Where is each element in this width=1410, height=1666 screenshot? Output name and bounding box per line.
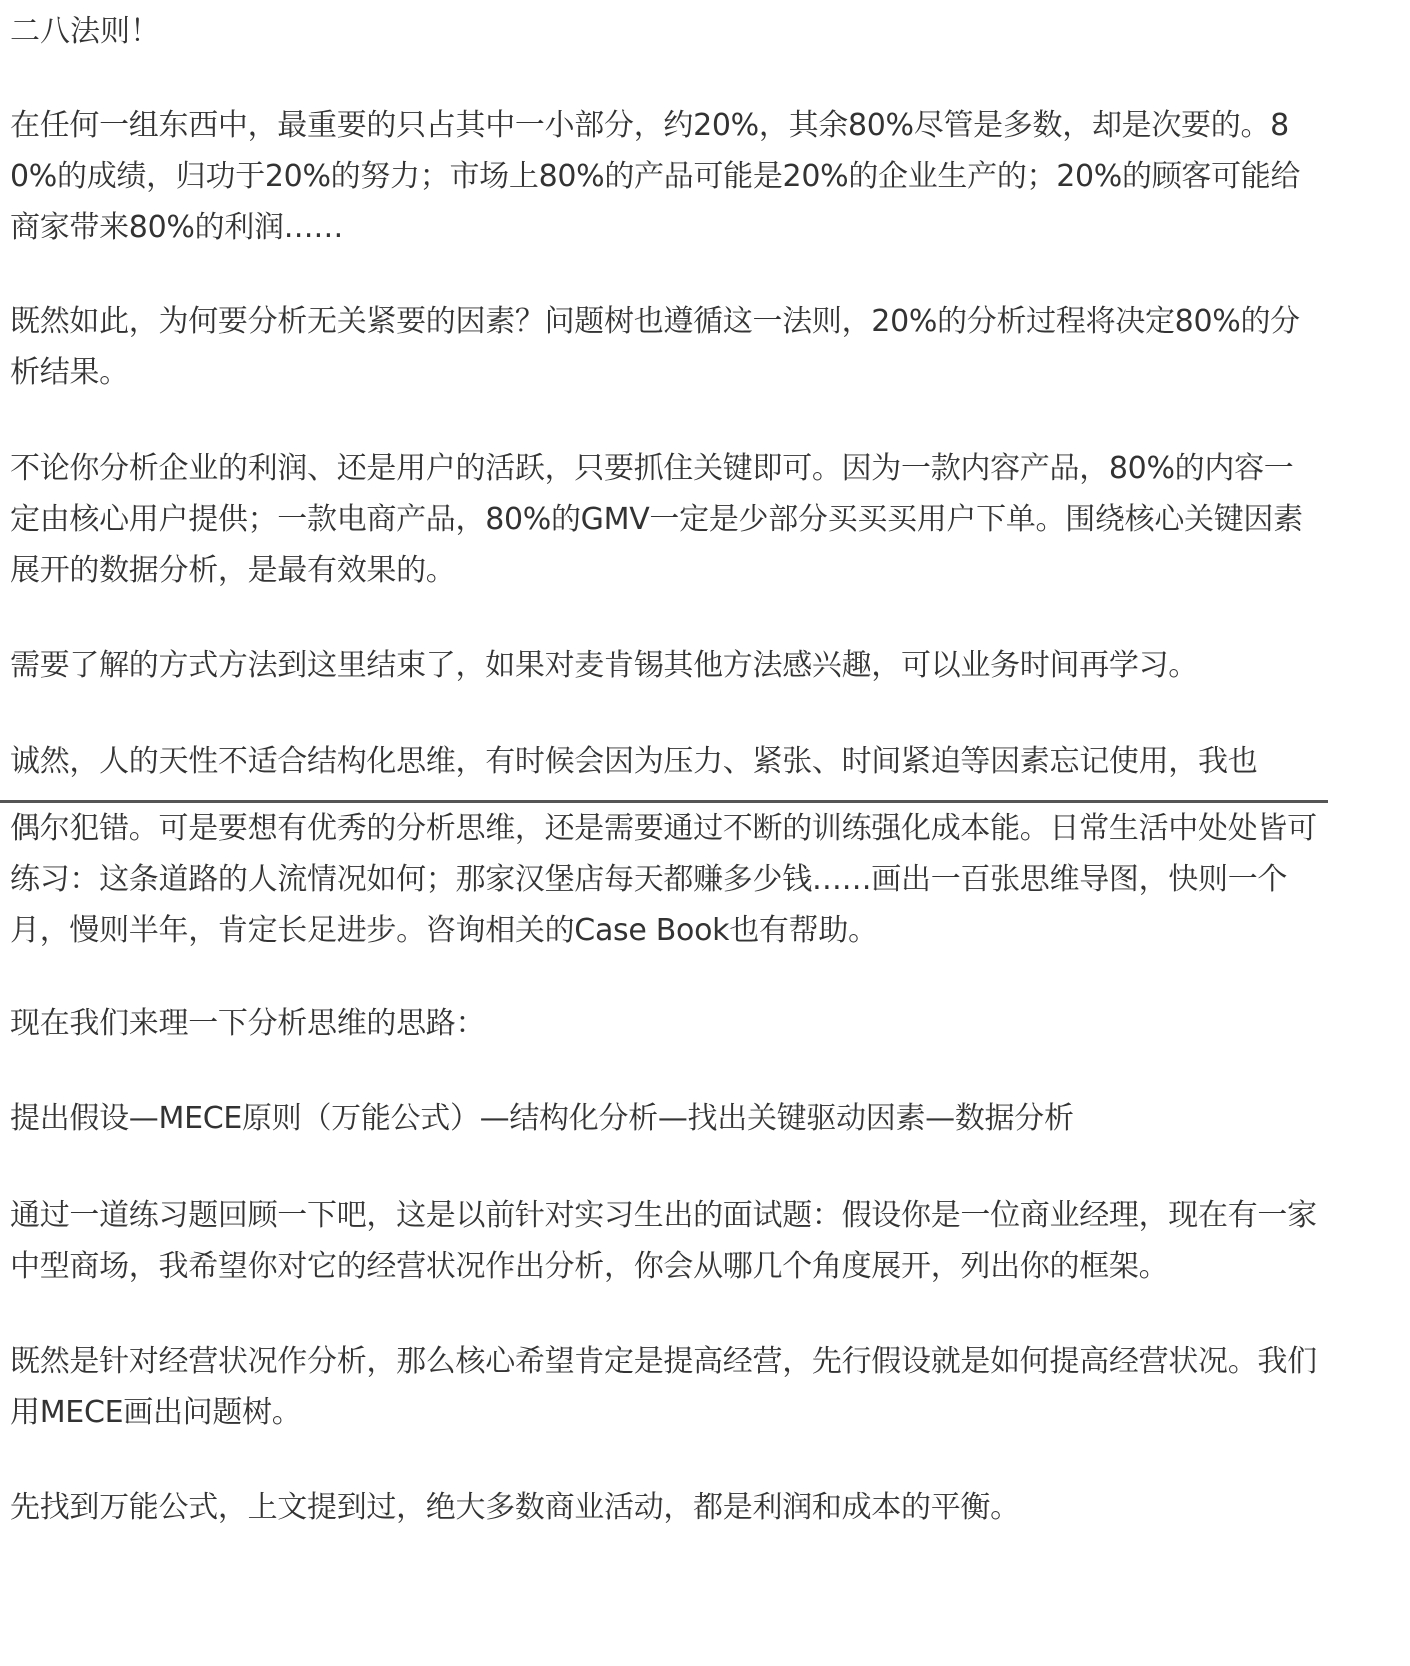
paragraph-methods-end: 需要了解的方式方法到这里结束了，如果对麦肯锡其他方法感兴趣，可以业务时间再学习。	[10, 648, 1198, 683]
paragraph-issue-tree-rule: 既然如此，为何要分析无关紧要的因素？问题树也遵循这一法则，20%的分析过程将决定80%的分析结果。	[10, 304, 1300, 390]
paragraph-hypothesis: 既然是针对经营状况作分析，那么核心希望肯定是提高经营，先行假设就是如何提高经营状况。我们用MECE画出问题树。	[10, 1344, 1317, 1430]
article-heading: 二八法则！	[10, 14, 160, 49]
paragraph-key-factors: 不论你分析企业的利润、还是用户的活跃，只要抓住关键即可。因为一款内容产品，80%的内容一定由核心用户提供；一款电商产品，80%的GMV一定是少部分买买买用户下单。围绕核心关键因素展开的数据分析，是最有效果的。	[10, 451, 1303, 588]
paragraph-interview-question: 通过一道练习题回顾一下吧，这是以前针对实习生出的面试题：假设你是一位商业经理，现在有一家中型商场，我希望你对它的经营状况作出分析，你会从哪几个角度展开，列出你的框架。	[10, 1198, 1317, 1284]
screenshot-seam-divider	[0, 800, 1328, 803]
paragraph-thinking-outline: 现在我们来理一下分析思维的思路：	[10, 1006, 486, 1041]
paragraph-structured-thinking-part1: 诚然，人的天性不适合结构化思维，有时候会因为压力、紧张、时间紧迫等因素忘记使用，我也	[10, 744, 1258, 779]
paragraph-analysis-flow: 提出假设—MECE原则（万能公式）—结构化分析—找出关键驱动因素—数据分析	[10, 1101, 1074, 1136]
paragraph-universal-formula: 先找到万能公式，上文提到过，绝大多数商业活动，都是利润和成本的平衡。	[10, 1490, 1020, 1525]
paragraph-pareto-definition: 在任何一组东西中，最重要的只占其中一小部分，约20%，其余80%尽管是多数，却是次要的。80%的成绩，归功于20%的努力；市场上80%的产品可能是20%的企业生产的；20%的顾客可能给商家带来80%的利润……	[10, 108, 1301, 245]
paragraph-structured-thinking-part2: 偶尔犯错。可是要想有优秀的分析思维，还是需要通过不断的训练强化成本能。日常生活中处处皆可练习：这条道路的人流情况如何；那家汉堡店每天都赚多少钱……画出一百张思维导图，快则一个月，慢则半年，肯定长足进步。咨询相关的Case Book也有帮助。	[10, 811, 1317, 948]
